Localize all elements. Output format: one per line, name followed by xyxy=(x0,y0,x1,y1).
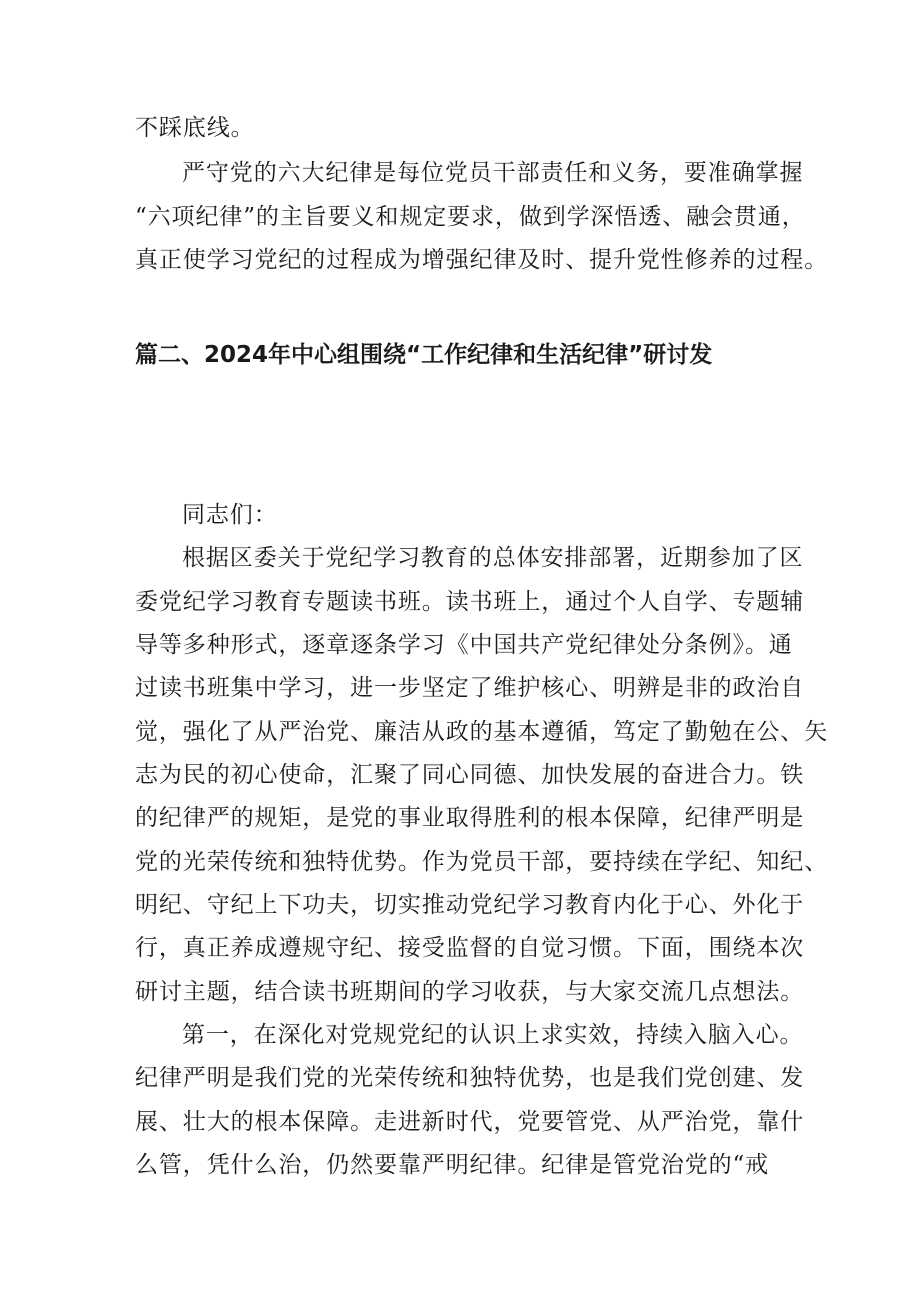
text-line: 不踩底线。 xyxy=(135,115,255,141)
text-line: 么管，凭什么治，仍然要靠严明纪律。纪律是管党治党的“戒 xyxy=(135,1152,770,1178)
paragraph-first-line: 第一，在深化对党规党纪的认识上求实效，持续入脑入心。 xyxy=(182,1022,804,1048)
text-line: 纪律严明是我们党的光荣传统和独特优势，也是我们党创建、发 xyxy=(135,1065,805,1091)
text-line: 真正使学习党纪的过程成为增强纪律及时、提升党性修养的过程。 xyxy=(135,247,829,273)
text-line: 展、壮大的根本保障。走进新时代，党要管党、从严治党，靠什 xyxy=(135,1109,805,1135)
text-line: 导等多种形式，逐章逐条学习《中国共产党纪律处分条例》。通 xyxy=(135,632,793,658)
section-heading: 篇二、2024年中心组围绕“工作纪律和生活纪律”研讨发 xyxy=(135,342,713,368)
text-line: 明纪、守纪上下功夫，切实推动党纪学习教育内化于心、外化于 xyxy=(135,892,805,918)
text-line: 的纪律严的规矩，是党的事业取得胜利的根本保障，纪律严明是 xyxy=(135,805,805,831)
text-line: 过读书班集中学习，进一步坚定了维护核心、明辨是非的政治自 xyxy=(135,675,805,701)
text-line: “六项纪律”的主旨要义和规定要求，做到学深悟透、融会贯通， xyxy=(135,204,806,230)
text-line: 行，真正养成遵规守纪、接受监督的自觉习惯。下面，围绕本次 xyxy=(135,935,805,961)
paragraph-first-line: 严守党的六大纪律是每位党员干部责任和义务，要准确掌握 xyxy=(182,160,804,186)
salutation: 同志们： xyxy=(182,502,278,528)
text-line: 志为民的初心使命，汇聚了同心同德、加快发展的奋进合力。铁 xyxy=(135,762,805,788)
text-line: 党的光荣传统和独特优势。作为党员干部，要持续在学纪、知纪、 xyxy=(135,849,829,875)
paragraph-first-line: 根据区委关于党纪学习教育的总体安排部署，近期参加了区 xyxy=(182,545,804,571)
text-line: 委党纪学习教育专题读书班。读书班上，通过个人自学、专题辅 xyxy=(135,589,805,615)
text-line: 觉，强化了从严治党、廉洁从政的基本遵循，笃定了勤勉在公、矢 xyxy=(135,719,829,745)
text-line: 研讨主题，结合读书班期间的学习收获，与大家交流几点想法。 xyxy=(135,979,805,1005)
